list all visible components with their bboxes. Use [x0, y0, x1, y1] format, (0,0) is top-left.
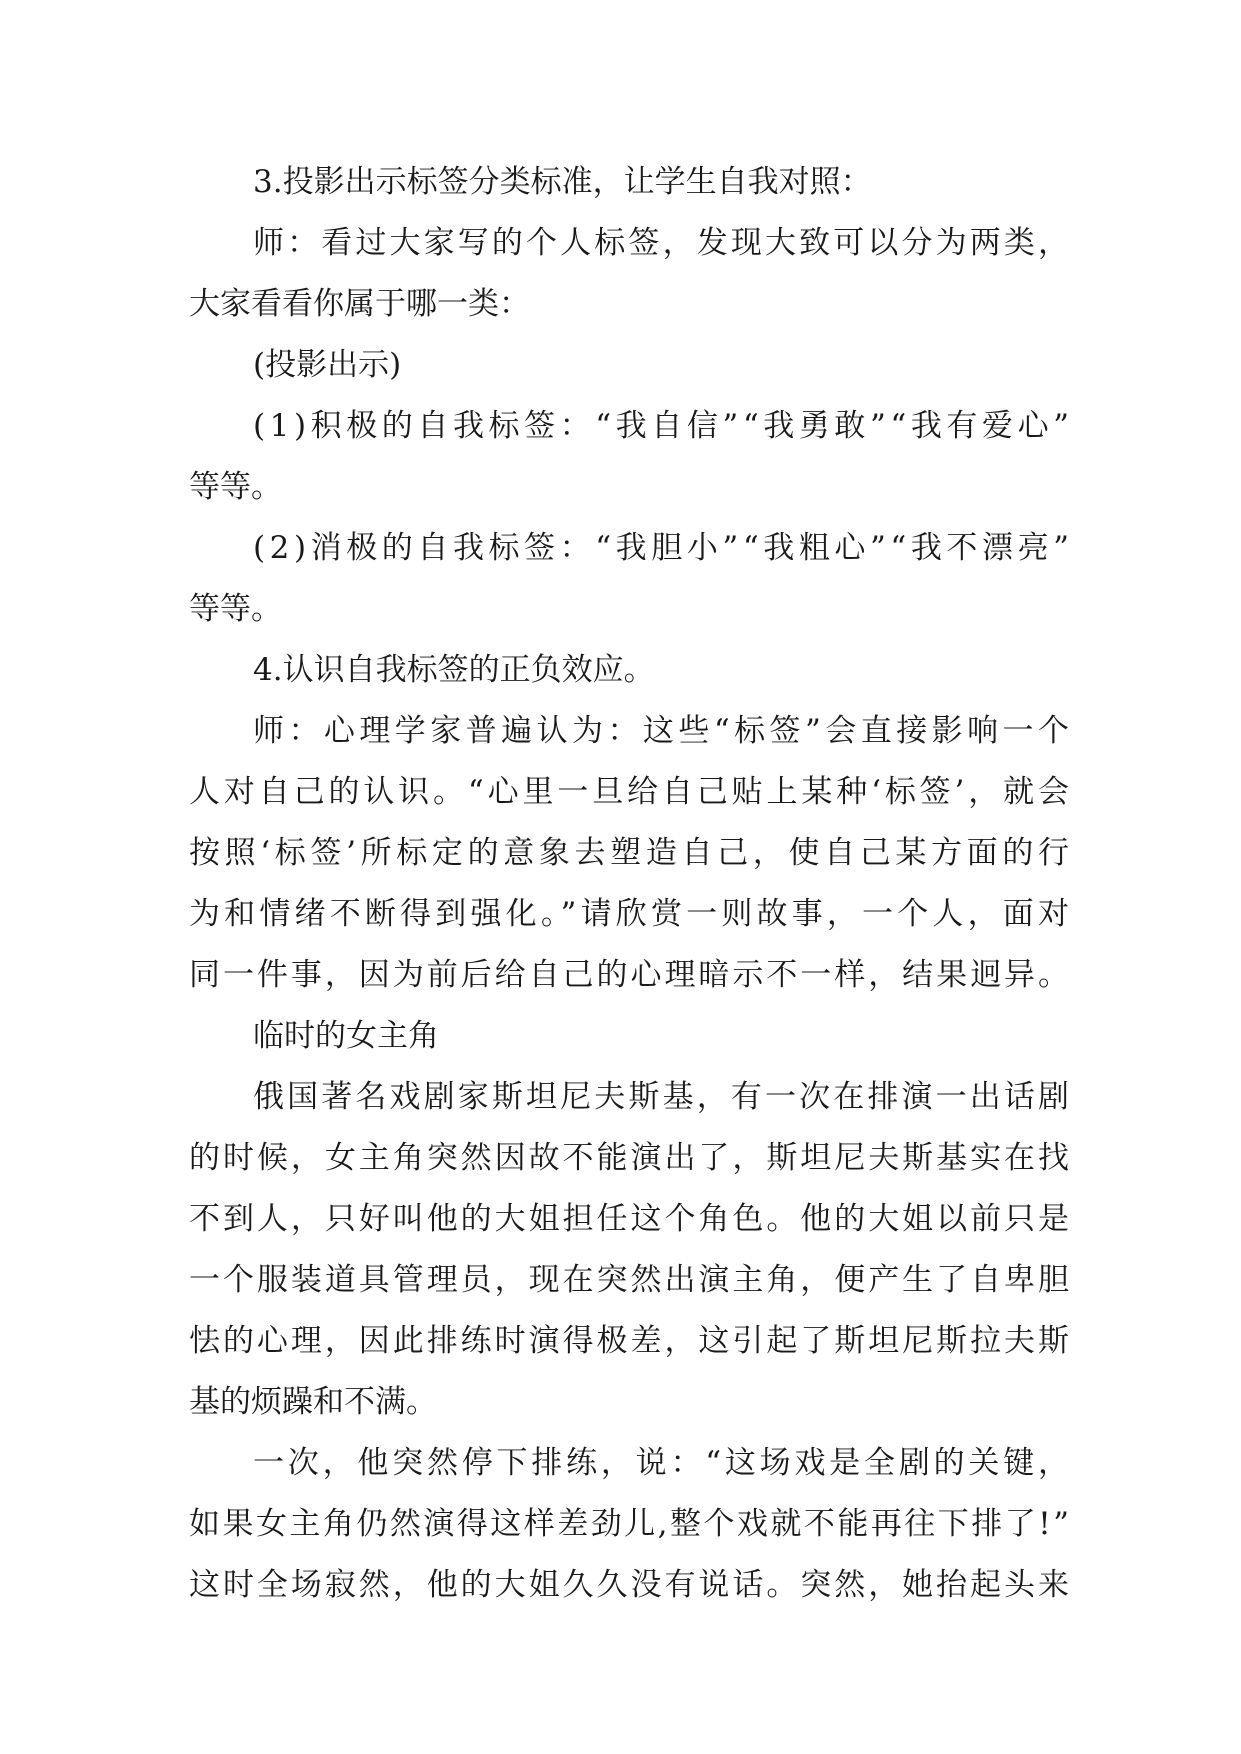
text-line: 怯的心理，因此排练时演得极差，这引起了斯坦尼斯拉夫斯 [189, 1323, 1072, 1359]
text-line: 3.投影出示标签分类标准，让学生自我对照： [253, 164, 872, 200]
text-line: (2)消极的自我标签：“我胆小”“我粗心”“我不漂亮” [253, 530, 1074, 566]
text-line: 不到人，只好叫他的大姐担任这个角色。他的大姐以前只是 [189, 1201, 1072, 1237]
text-line: (1)积极的自我标签：“我自信”“我勇敢”“我有爱心” [253, 408, 1074, 444]
text-line: 一个服装道具管理员，现在突然出演主角，便产生了自卑胆 [189, 1262, 1072, 1298]
text-line: 师：心理学家普遍认为：这些“标签”会直接影响一个 [253, 713, 1074, 749]
text-line: 人对自己的认识。“心里一旦给自己贴上某种‘标签’，就会 [189, 774, 1073, 810]
text-line: 为和情绪不断得到强化。”请欣赏一则故事，一个人，面对 [189, 896, 1074, 932]
text-line: 等等。 [189, 469, 282, 505]
text-line: 4.认识自我标签的正负效应。 [253, 652, 655, 688]
text-line: 临时的女主角 [253, 1018, 439, 1054]
text-line: 这时全场寂然，他的大姐久久没有说话。突然，她抬起头来 [189, 1567, 1072, 1603]
text-line: 按照‘标签’所标定的意象去塑造自己，使自己某方面的行 [189, 835, 1074, 871]
text-line: 如果女主角仍然演得这样差劲儿,整个戏就不能再往下排了!” [189, 1506, 1072, 1542]
text-line: 的时候，女主角突然因故不能演出了，斯坦尼夫斯基实在找 [189, 1140, 1072, 1176]
text-line: 等等。 [189, 591, 282, 627]
text-line: 师：看过大家写的个人标签，发现大致可以分为两类， [253, 225, 1073, 261]
body-text [189, 152, 1074, 1616]
text-line: 一次，他突然停下排练，说：“这场戏是全剧的关键， [253, 1445, 1073, 1481]
text-line: 俄国著名戏剧家斯坦尼夫斯基，有一次在排演一出话剧 [253, 1079, 1073, 1115]
text-line: 同一件事，因为前后给自己的心理暗示不一样，结果迥异。 [189, 957, 1072, 993]
text-line: (投影出示) [253, 347, 402, 383]
text-line: 基的烦躁和不满。 [189, 1384, 437, 1420]
text-line: 大家看看你属于哪一类： [189, 286, 530, 322]
